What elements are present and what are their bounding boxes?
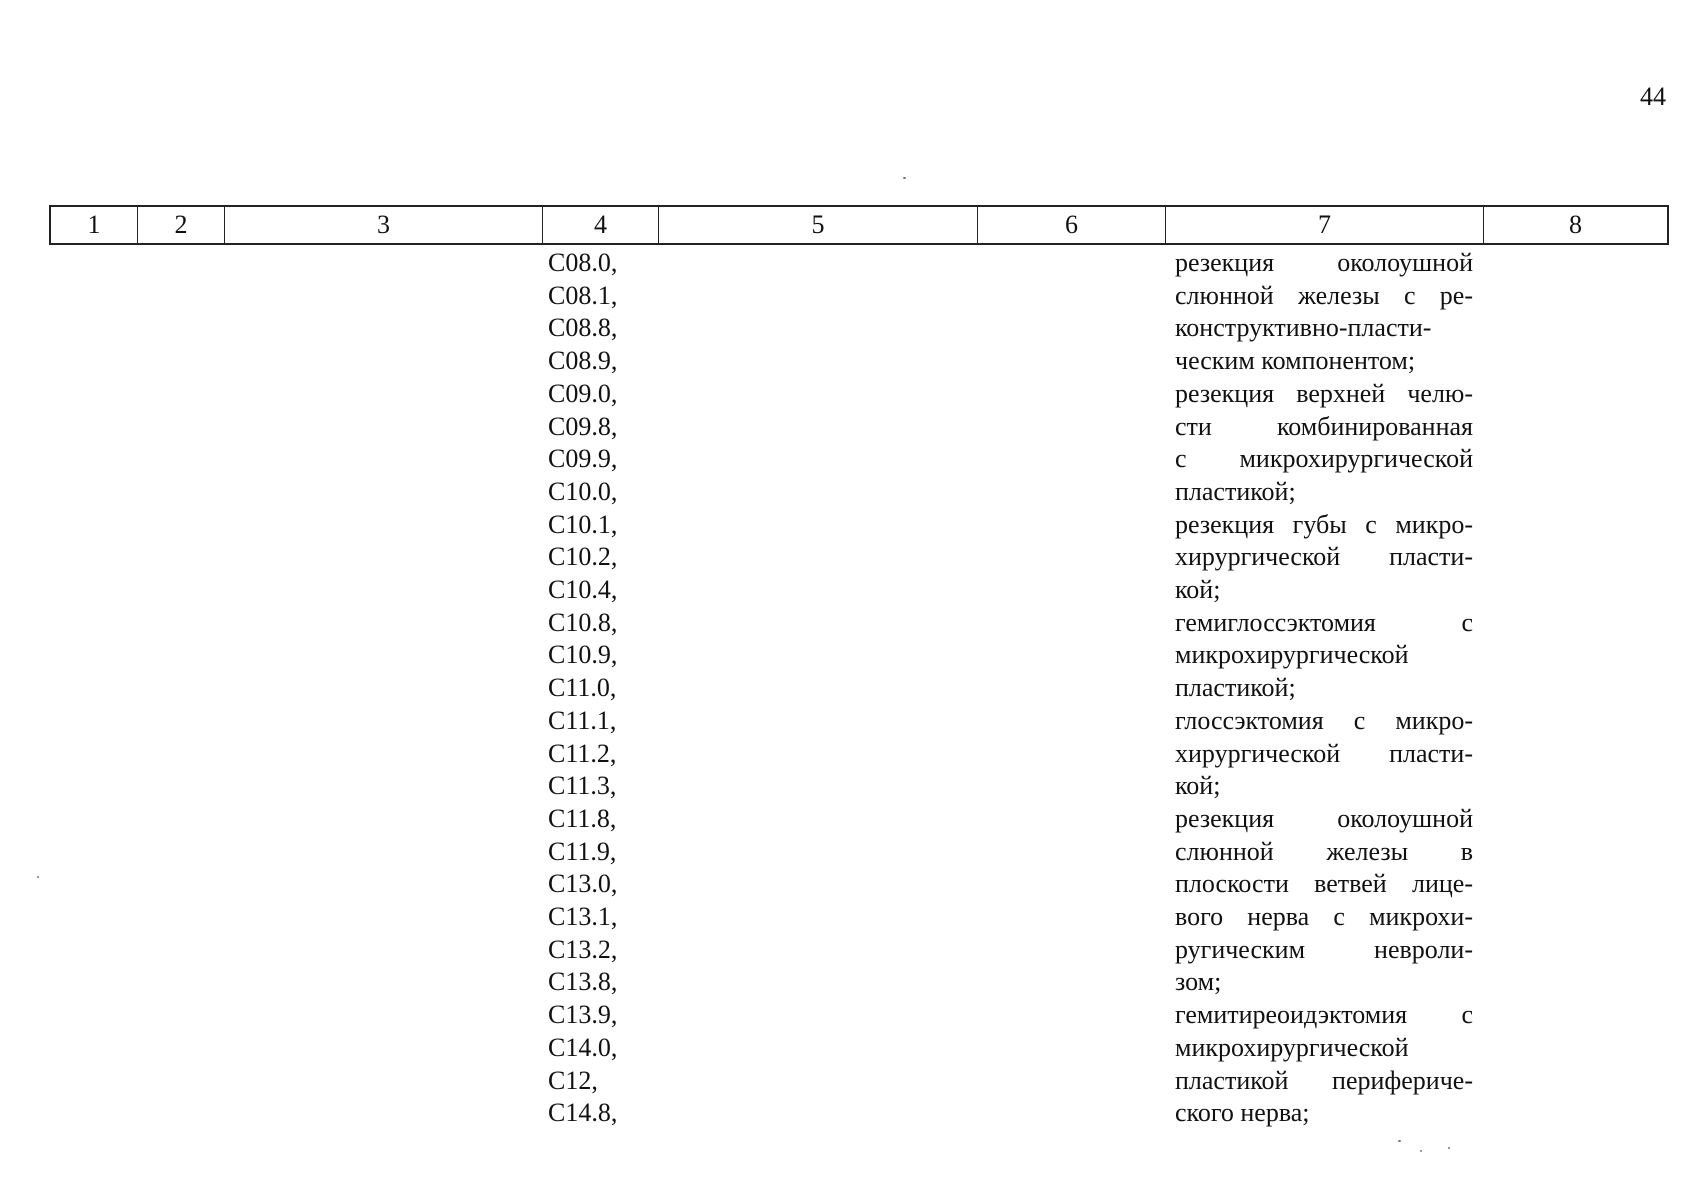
treatment-method-line: слюнной железы в (1175, 836, 1473, 866)
column-header-5: 5 (659, 207, 978, 243)
diagnosis-code: C10.9, (548, 640, 618, 670)
scan-speck (1420, 1150, 1422, 1152)
diagnosis-code: C09.9, (548, 444, 618, 474)
column-header-6: 6 (978, 207, 1166, 243)
treatment-method-line: зом; (1175, 967, 1222, 997)
diagnosis-code: C11.9, (548, 836, 617, 866)
diagnosis-code: C10.4, (548, 575, 618, 605)
diagnosis-code: C10.0, (548, 476, 618, 506)
treatment-method-line: ского нерва; (1175, 1098, 1310, 1128)
treatment-method-line: пластикой; (1175, 476, 1296, 506)
treatment-method-line: резекция околоушной (1175, 248, 1473, 277)
treatment-method-line: хирургической пласти- (1175, 542, 1473, 572)
diagnosis-code: C13.0, (548, 869, 618, 899)
treatment-method-line: резекция верхней челю- (1175, 378, 1473, 408)
diagnosis-code: C08.9, (548, 346, 618, 376)
treatment-method-line: микрохирургической (1175, 640, 1409, 670)
treatment-method-line: хирургической пласти- (1175, 738, 1473, 768)
page-number: 44 (1640, 82, 1666, 111)
diagnosis-code: C09.0, (548, 378, 618, 408)
diagnosis-code: C10.2, (548, 542, 618, 572)
diagnosis-code: C13.8, (548, 967, 618, 997)
diagnosis-code: C11.3, (548, 771, 617, 801)
column-header-8: 8 (1569, 210, 1582, 239)
scan-speck (903, 177, 906, 179)
treatment-method-line: конструктивно-пласти- (1175, 313, 1432, 343)
treatment-method-line: микрохирургической (1175, 1032, 1409, 1062)
column-header-3: 3 (225, 207, 543, 243)
diagnosis-codes-column (548, 247, 688, 1130)
diagnosis-code: C10.1, (548, 509, 618, 539)
treatment-method-line: глоссэктомия с микро- (1175, 705, 1473, 735)
column-header-1: 1 (51, 207, 138, 243)
treatment-method-line: пластикой перифериче- (1175, 1065, 1473, 1095)
diagnosis-code: C08.1, (548, 280, 618, 310)
treatment-method-line: пластикой; (1175, 673, 1296, 703)
table-header-row (49, 205, 1669, 245)
treatment-method-line: ругическим невроли- (1175, 934, 1473, 964)
diagnosis-code: C08.0, (548, 248, 618, 277)
diagnosis-code: C13.1, (548, 902, 618, 932)
diagnosis-code: C11.0, (548, 673, 617, 703)
diagnosis-code: C13.9, (548, 1000, 618, 1030)
diagnosis-code: C14.0, (548, 1032, 618, 1062)
treatment-method-line: ческим компонентом; (1175, 346, 1416, 376)
treatment-method-line: кой; (1175, 575, 1221, 605)
treatment-methods-column (1175, 247, 1473, 1130)
diagnosis-code: C11.8, (548, 803, 617, 833)
scan-speck (1448, 1147, 1450, 1149)
diagnosis-code: C11.2, (548, 738, 617, 768)
diagnosis-code: C10.8, (548, 607, 618, 637)
treatment-method-line: вого нерва с микрохи- (1175, 902, 1473, 932)
diagnosis-code: C13.2, (548, 934, 618, 964)
treatment-method-line: гемитиреоидэктомия с (1175, 1000, 1473, 1030)
column-header-7: 7 (1166, 207, 1484, 243)
diagnosis-code: C08.8, (548, 313, 618, 343)
scan-speck (1398, 1140, 1401, 1142)
treatment-method-line: кой; (1175, 771, 1221, 801)
diagnosis-code: C14.8, (548, 1098, 618, 1128)
scan-speck (37, 876, 39, 878)
diagnosis-code: C12, (548, 1065, 598, 1095)
diagnosis-code: C11.1, (548, 705, 617, 735)
treatment-method-line: сти комбинированная (1175, 411, 1473, 441)
treatment-method-line: с микрохирургической (1175, 444, 1473, 474)
column-header-2: 2 (138, 207, 225, 243)
treatment-method-line: слюнной железы с ре- (1175, 280, 1473, 310)
treatment-method-line: гемиглоссэктомия с (1175, 607, 1473, 637)
diagnosis-code: C09.8, (548, 411, 618, 441)
treatment-method-line: резекция губы с микро- (1175, 509, 1473, 539)
treatment-method-line: плоскости ветвей лице- (1175, 869, 1473, 899)
column-header-4: 4 (543, 207, 659, 243)
treatment-method-line: резекция околоушной (1175, 803, 1473, 833)
